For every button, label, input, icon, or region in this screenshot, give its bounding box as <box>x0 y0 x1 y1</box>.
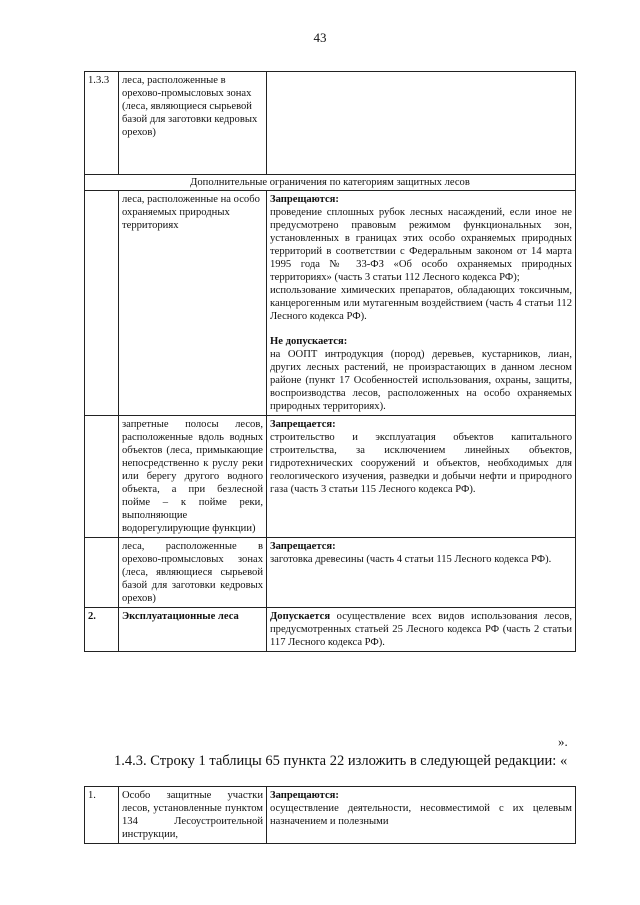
row-text <box>267 72 576 175</box>
restriction-text: осуществление всех видов использования лесов, предусмотренных статьей 25 Лесного кодекса РФ (часть 2 статьи 117 Лесного кодекса РФ). <box>270 611 573 648</box>
table-row-nut-zones <box>85 538 576 608</box>
row-text <box>267 538 576 608</box>
restriction-text: на ООПТ интродукция (пород) деревьев, кустарников, лиан, других лесных растений, не произрастающих в данном лесном районе (пункт 17 Особенностей использования, охраны, защиты, воспроизводства лесов, расположенных на особо охраняемых природных территориях). <box>270 349 572 412</box>
row-number: 1.3.3 <box>85 72 119 175</box>
restriction-text: использование химических препаратов, обладающих токсичным, канцерогенным или мутагенным воздействием (часть 4 статьи 112 Лесного кодекса РФ). <box>270 285 572 322</box>
row-category: леса, расположенные на особо охраняемых природных территориях <box>119 191 267 416</box>
row-text <box>267 416 576 538</box>
restriction-heading: Не допускается: <box>270 336 348 347</box>
row-text <box>267 608 576 652</box>
table-row-1-3-3 <box>85 72 576 175</box>
restriction-text: строительство и эксплуатация объектов капитального строительства, за исключением линейных объектов, гидротехнических сооружений и объектов, необходимых для геологического изучения, разведки и добычи нефти и природного газа (часть 3 статьи 115 Лесного кодекса РФ). <box>270 432 572 495</box>
row-category: леса, расположенные в орехово-промысловых зонах (леса, являющиеся сырьевой базой для заготовки кедровых орехов) <box>119 72 267 175</box>
restriction-heading: Запрещаются: <box>270 194 339 205</box>
restriction-heading: Запрещаются: <box>270 790 339 801</box>
restriction-heading: Запрещается: <box>270 419 336 430</box>
amendment-paragraph: 1.4.3. Строку 1 таблицы 65 пункта 22 изложить в следующей редакции: « <box>114 753 568 769</box>
table-row-water-strips <box>85 416 576 538</box>
row-category: леса, расположенные в орехово-промысловых зонах (леса, являющиеся сырьевой базой для заготовки кедровых орехов) <box>119 538 267 608</box>
page-number: 43 <box>313 30 327 45</box>
restriction-text: заготовка древесины (часть 4 статьи 115 Лесного кодекса РФ). <box>270 554 552 565</box>
restriction-text: проведение сплошных рубок лесных насаждений, если иное не предусмотрено правовым режимом функциональных зон, установленных в границах этих особо охраняемых природных территорий в соответствии с Федеральным законом от 14 марта 1995 года № 33-ФЗ «Об особо охраняемых природных территориях» (часть 3 статьи 112 Лесного кодекса РФ); <box>270 207 572 283</box>
section-header-row <box>85 175 576 191</box>
restriction-heading: Допускается <box>270 611 331 622</box>
row-text <box>267 191 576 416</box>
restriction-heading: Запрещается: <box>270 541 336 552</box>
table-row-protected-areas <box>85 191 576 416</box>
row-text <box>267 787 576 844</box>
restrictions-table <box>84 71 576 652</box>
row-category: Особо защитные участки лесов, установленные пунктом 134 Лесоустроительной инструкции, <box>119 787 267 844</box>
restriction-text: осуществление деятельности, несовместимой с их целевым назначением и полезными <box>270 803 572 827</box>
table-row-2 <box>85 608 576 652</box>
row-category: Эксплуатационные леса <box>119 608 267 652</box>
row-category: запретные полосы лесов, расположенные вдоль водных объектов (леса, примыкающие непосредственно к руслу реки или берегу другого водного объекта, а при безлесной пойме – к пойме реки, выполняющие водорегулирующие функции) <box>119 416 267 538</box>
row-number: 2. <box>85 608 119 652</box>
row-number: 1. <box>85 787 119 844</box>
amendment-table <box>84 786 576 844</box>
section-header: Дополнительные ограничения по категориям защитных лесов <box>85 175 576 191</box>
closing-quote: ». <box>558 734 568 749</box>
table-row-1 <box>85 787 576 844</box>
